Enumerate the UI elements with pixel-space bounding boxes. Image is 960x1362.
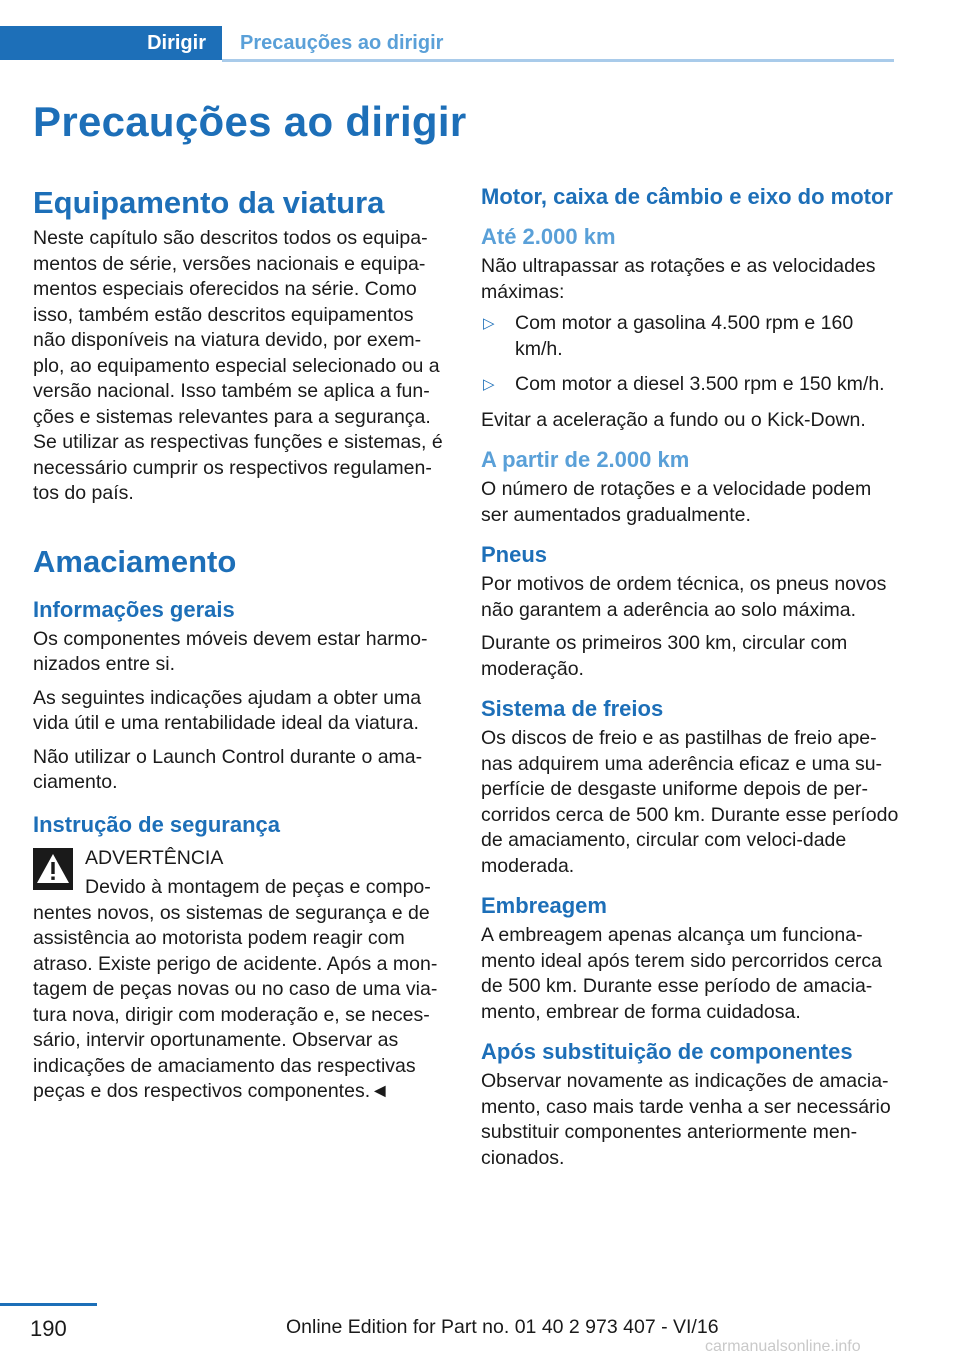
general-info-p2: As seguintes indicações ajudam a obter uma vida útil e uma rentabilidade ideal da viatura. bbox=[33, 686, 422, 734]
warning-title: ADVERTÊNCIA bbox=[85, 846, 224, 869]
right-column bbox=[481, 184, 899, 1171]
warning-text: nentes novos, os sistemas de segurança e de assistência ao motorista podem reagir com atraso. Existe perigo de acidente. Após a mon-tagem de peças novas ou no caso de uma via-tura nova, dirigir com moderação e, se neces-sário, intervir oportunamente. Observar as indicações de amaciamento das respectivas peças e dos respectivos componentes.◄ bbox=[33, 901, 438, 1102]
until-2000-text: Não ultrapassar as rotações e as velocidades máximas: bbox=[481, 255, 876, 303]
triangle-bullet-icon: ▷ bbox=[483, 376, 495, 393]
page-header bbox=[0, 0, 894, 62]
header-rule bbox=[222, 59, 894, 62]
warning-text-line1: Devido à montagem de peças e compo- bbox=[85, 876, 431, 898]
warning-block bbox=[33, 846, 448, 1105]
watermark: carmanualsonline.info bbox=[705, 1338, 861, 1355]
general-info-p1: Os componentes móveis devem estar harmo-nizados entre si. bbox=[33, 627, 428, 675]
equipment-text: Neste capítulo são descritos todos os equipa-mentos de série, versões nacionais e equipa-mentos especiais oferecidos na série. Como isso, também estão descritos equipamentos não disponíveis na viatura devido, por exem-plo, ao equipamento especial selecionado ou a versão nacional. Isso também se aplica a fun-ções e sistemas relevantes para a segurança. Se utilizar as respectivas funções e sistemas, é necessário cumprir os respectivos regulamen-tos do país. bbox=[33, 227, 443, 504]
clutch-heading: Embreagem bbox=[481, 893, 607, 918]
after-replacement-text: Observar novamente as indicações de amacia-mento, caso mais tarde venha a ser necessário substituir componentes anteriormente men-cionados. bbox=[481, 1070, 891, 1169]
page-title: Precauções ao dirigir bbox=[33, 98, 467, 145]
after-replacement-heading: Após substituição de componentes bbox=[481, 1039, 853, 1064]
page-number: 190 bbox=[30, 1316, 67, 1341]
warning-triangle-icon bbox=[33, 848, 73, 890]
until-2000-heading: Até 2.000 km bbox=[481, 224, 616, 249]
tires-p2: Durante os primeiros 300 km, circular com moderação. bbox=[481, 632, 848, 680]
list-item bbox=[481, 311, 899, 362]
footer-rule bbox=[0, 1303, 97, 1306]
safety-heading: Instrução de segurança bbox=[33, 811, 280, 837]
from-2000-text: O número de rotações e a velocidade podem ser aumentados gradualmente. bbox=[481, 478, 872, 526]
list-item-text: Com motor a diesel 3.500 rpm e 150 km/h. bbox=[515, 373, 885, 395]
tires-p1: Por motivos de ordem técnica, os pneus novos não garantem a aderência ao solo máxima. bbox=[481, 573, 887, 621]
speed-limit-list bbox=[481, 311, 899, 398]
breadcrumb: Precauções ao dirigir bbox=[240, 31, 444, 54]
list-item-text: Com motor a gasolina 4.500 rpm e 160 km/h. bbox=[515, 312, 854, 360]
until-2000-after: Evitar a aceleração a fundo ou o Kick-Down. bbox=[481, 408, 866, 431]
from-2000-heading: A partir de 2.000 km bbox=[481, 447, 690, 472]
list-item bbox=[481, 372, 899, 398]
equipment-heading: Equipamento da viatura bbox=[33, 185, 385, 220]
left-column bbox=[33, 184, 448, 1105]
clutch-text: A embreagem apenas alcança um funciona-mento ideal após terem sido percorridos cerca de 500 km. Durante esse período de amacia-mento, embrear de forma cuidadosa. bbox=[481, 924, 883, 1023]
brakes-text: Os discos de freio e as pastilhas de freio ape-nas adquirem uma aderência eficaz e uma su-perfície de desgaste uniforme depois de per-corridos cerca de 500 km. Durante esse período de amaciamento, circular com veloci-dade moderada. bbox=[481, 727, 899, 877]
general-info-p3: Não utilizar o Launch Control durante o ama-ciamento. bbox=[33, 745, 423, 793]
tires-heading: Pneus bbox=[481, 542, 548, 567]
chapter-tab: Dirigir bbox=[0, 26, 222, 60]
break-in-heading: Amaciamento bbox=[33, 543, 237, 579]
brakes-heading: Sistema de freios bbox=[481, 696, 664, 721]
triangle-bullet-icon: ▷ bbox=[483, 315, 495, 332]
general-info-heading: Informações gerais bbox=[33, 596, 235, 622]
motor-heading: Motor, caixa de câmbio e eixo do motor bbox=[481, 184, 893, 209]
edition-info: Online Edition for Part no. 01 40 2 973 407 - VI/16 bbox=[286, 1316, 719, 1338]
